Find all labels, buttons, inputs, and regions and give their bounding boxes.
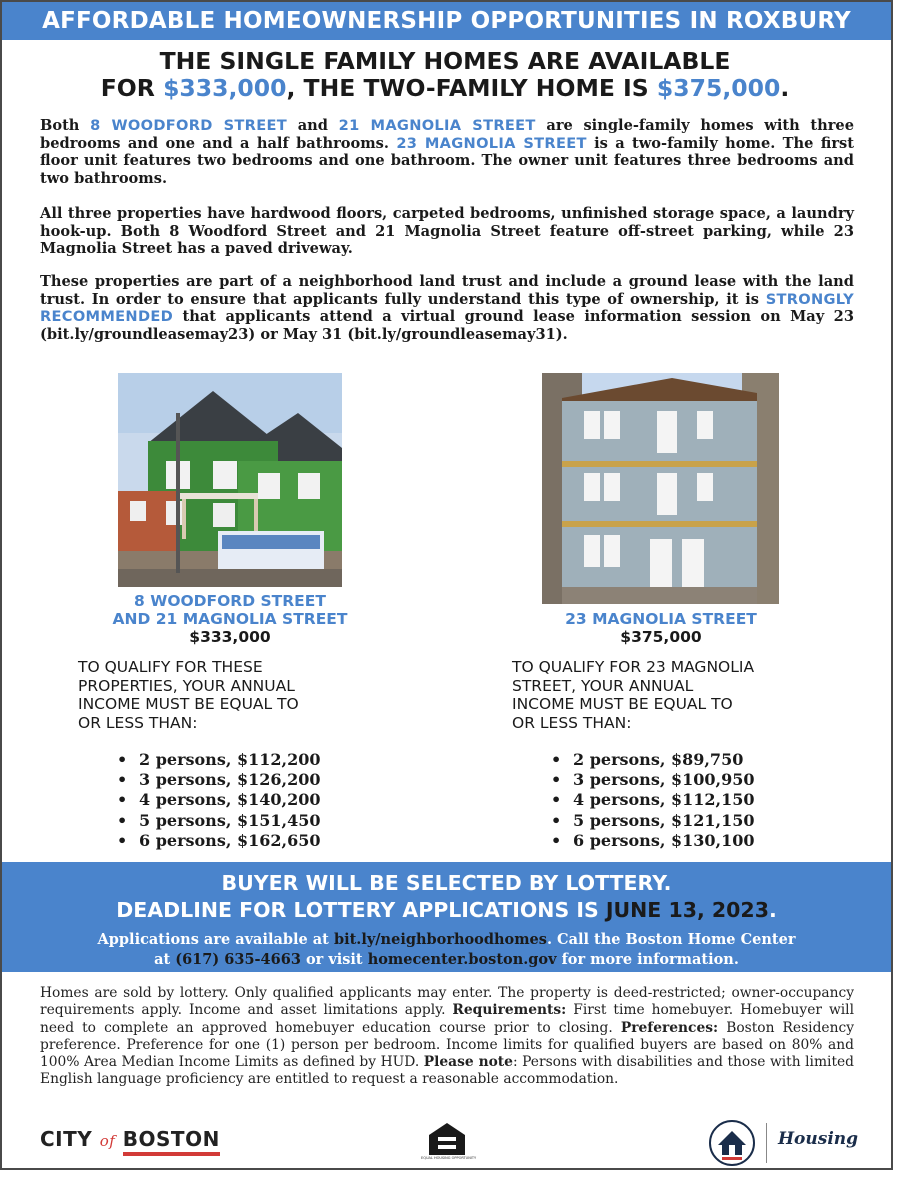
fine-bold: Preferences: xyxy=(620,1019,719,1036)
caption-left-name-1: 8 WOODFORD STREET xyxy=(134,592,326,610)
equal-housing-caption: EQUAL HOUSING OPPORTUNITY xyxy=(421,1156,477,1160)
headline-text: . xyxy=(780,74,790,102)
lottery-text: . xyxy=(768,898,777,922)
single-family-price: $333,000 xyxy=(163,74,287,102)
strongly-recommended: STRONGLY RECOMMENDED xyxy=(40,290,854,326)
fine-text: First time homebuyer. Homebuyer will need to complete an approved homebuyer education course prior to closing. xyxy=(40,1002,854,1036)
caption-right-name: 23 MAGNOLIA STREET xyxy=(565,610,757,628)
income-item: • 3 persons, $126,200 xyxy=(117,770,417,790)
address-23-magnolia: 23 MAGNOLIA STREET xyxy=(396,134,587,152)
address-21-magnolia: 21 MAGNOLIA STREET xyxy=(338,117,536,134)
fine-print xyxy=(40,985,854,1089)
footer xyxy=(0,1115,893,1170)
qualify-right-line: STREET, YOUR ANNUAL xyxy=(512,676,694,695)
address-woodford: 8 WOODFORD STREET xyxy=(90,117,288,134)
housing-label: Housing xyxy=(778,1129,859,1149)
fine-bold: Requirements: xyxy=(452,1002,567,1019)
income-item: • 2 persons, $89,750 xyxy=(551,750,851,770)
lottery-banner xyxy=(2,862,891,972)
city-logo-text: CITY xyxy=(40,1127,93,1151)
income-item: • 2 persons, $112,200 xyxy=(117,750,417,770)
paragraph-properties xyxy=(40,117,854,187)
city-logo-of: of xyxy=(99,1132,116,1150)
income-list-right xyxy=(551,750,851,851)
housing-logo-icon xyxy=(708,1119,756,1167)
caption-left-name-2: AND 21 MAGNOLIA STREET xyxy=(112,610,348,628)
qualify-left-line: PROPERTIES, YOUR ANNUAL xyxy=(78,676,295,695)
para-text: Both xyxy=(40,117,91,134)
headline-text: FOR xyxy=(100,74,164,102)
lottery-info-text: or visit xyxy=(300,950,368,968)
two-family-price: $375,000 xyxy=(656,74,781,102)
fine-text: : Persons with disabilities and those with limited English language proficiency are entitled to request a reasonable accommodation. xyxy=(40,1054,855,1088)
phone-number[interactable]: (617) 635-4663 xyxy=(175,950,301,968)
lottery-line2 xyxy=(2,897,891,924)
lottery-text: DEADLINE FOR LOTTERY APPLICATIONS IS xyxy=(116,898,606,922)
qualify-right-line: OR LESS THAN: xyxy=(512,713,632,732)
paragraph-features: All three properties have hardwood floors, carpeted bedrooms, unfinished storage space, a laundry hook-up. Both 8 Woodford Street and 21 Magnolia Street feature off-street parking, while 23 Magnolia Street has a paved driveway. xyxy=(40,205,854,258)
housing-logo-shape xyxy=(708,1119,756,1167)
headline-line1: THE SINGLE FAMILY HOMES ARE AVAILABLE xyxy=(159,47,731,75)
income-item: • 6 persons, $162,650 xyxy=(117,831,417,851)
qualify-left-line: OR LESS THAN: xyxy=(78,713,198,732)
qualify-right xyxy=(512,658,852,732)
house-photo-right xyxy=(542,373,779,604)
para-text: These properties are part of a neighborhood land trust and include a ground lease with the land trust. In order to ensure that applicants fully understand this type of ownership, it is xyxy=(40,273,854,308)
headline-text: , THE TWO-FAMILY HOME IS xyxy=(286,74,657,102)
city-of-boston-logo xyxy=(40,1127,220,1151)
homecenter-link[interactable]: homecenter.boston.gov xyxy=(367,950,557,968)
fine-bold: Please note xyxy=(423,1054,513,1071)
qualify-left-line: TO QUALIFY FOR THESE xyxy=(78,658,263,676)
qualify-right-line: TO QUALIFY FOR 23 MAGNOLIA xyxy=(512,658,755,676)
income-item: • 4 persons, $140,200 xyxy=(117,790,417,810)
lottery-info-text: Applications are available at xyxy=(97,931,334,948)
lottery-info-text: for more information. xyxy=(556,950,739,968)
photo-23-magnolia xyxy=(542,373,779,604)
para-text: that applicants attend a virtual ground lease information session on May 23 (bit.ly/groundleasemay23) or May 31 (bit.ly/groundleasemay31). xyxy=(40,308,854,343)
top-banner: AFFORDABLE HOMEOWNERSHIP OPPORTUNITIES IN ROXBURY xyxy=(2,2,891,40)
para-text: are single-family homes with three bedrooms and one and a half bathrooms. xyxy=(40,117,854,152)
income-item: • 5 persons, $151,450 xyxy=(117,811,417,831)
lottery-headline xyxy=(2,870,891,924)
equal-housing-opportunity-icon xyxy=(421,1121,477,1163)
lottery-info-text: . Call the Boston Home Center xyxy=(546,931,796,948)
income-item: • 6 persons, $130,100 xyxy=(551,831,851,851)
lottery-line1: BUYER WILL BE SELECTED BY LOTTERY. xyxy=(221,871,672,895)
para-text: is a two-family home. The first floor unit features two bedrooms and one bathroom. The owner unit features three bedrooms and two bathrooms. xyxy=(40,134,855,187)
house-photo-left xyxy=(118,373,342,587)
caption-left xyxy=(60,592,400,646)
lottery-info-line2 xyxy=(2,950,891,970)
caption-left-price: $333,000 xyxy=(189,628,271,646)
headline xyxy=(20,48,870,102)
qualify-left-line: INCOME MUST BE EQUAL TO xyxy=(78,695,299,713)
income-item: • 4 persons, $112,150 xyxy=(551,790,851,810)
paragraph-land-trust xyxy=(40,273,854,343)
lottery-info-text: at xyxy=(154,950,176,968)
qualify-right-line: INCOME MUST BE EQUAL TO xyxy=(512,695,733,713)
income-item: • 5 persons, $121,150 xyxy=(551,811,851,831)
housing-divider xyxy=(766,1123,767,1163)
caption-right xyxy=(490,610,832,646)
lottery-info-line1 xyxy=(2,930,891,950)
applications-link[interactable]: bit.ly/neighborhoodhomes xyxy=(333,931,547,948)
fine-text: Boston Residency preference. Preference for one (1) person per bedroom. Income limits for qualified buyers are based on 80% and 100% Area Median Income Limits as defined by HUD. xyxy=(40,1019,854,1071)
headline-line2 xyxy=(20,75,870,102)
deadline-date: JUNE 13, 2023 xyxy=(605,898,769,922)
qualify-left xyxy=(78,658,418,732)
income-item: • 3 persons, $100,950 xyxy=(551,770,851,790)
caption-right-price: $375,000 xyxy=(620,628,702,646)
lottery-info xyxy=(2,930,891,969)
photo-woodford-magnolia xyxy=(118,373,342,587)
para-text: and xyxy=(287,117,339,134)
city-logo-boston: BOSTON xyxy=(123,1127,220,1156)
equal-housing-icon-shape xyxy=(427,1121,467,1157)
income-list-left xyxy=(117,750,417,851)
fine-text: Homes are sold by lottery. Only qualified applicants may enter. The property is deed-restricted; owner-occupancy requirements apply. Income and asset limitations apply. xyxy=(40,985,854,1019)
